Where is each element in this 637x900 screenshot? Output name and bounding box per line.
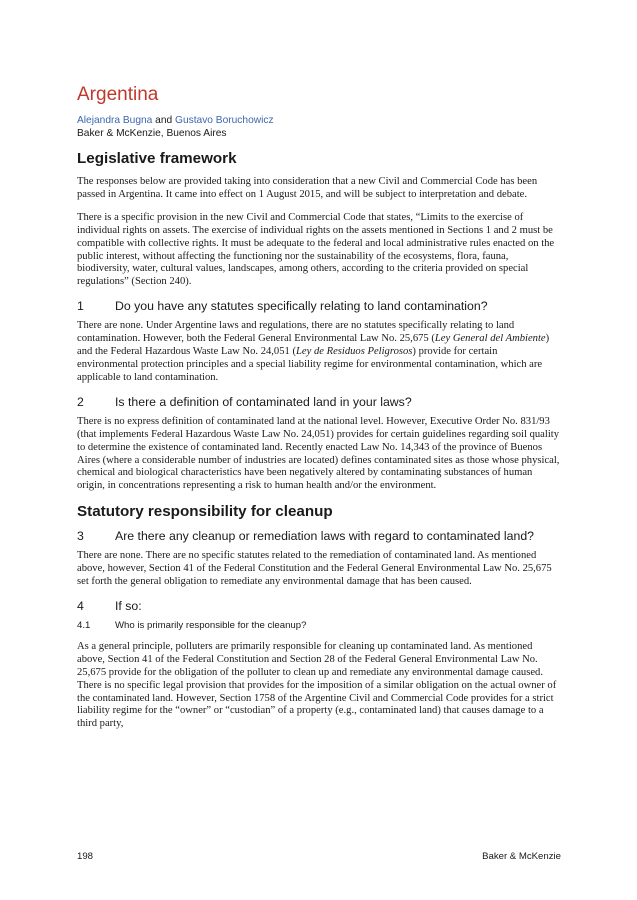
- question-text: Who is primarily responsible for the cleanup?: [115, 619, 307, 631]
- question-1-heading: [77, 299, 561, 314]
- answer-text: ) provide for certain environmental protection principles and a special liability regime for environmental contamination, which are applicable to land contamination.: [77, 346, 543, 383]
- answer-text: There are none. Under Argentine laws and regulations, there are no statutes specifically relating to land contamination. However, both the Federal General Environmental Law No. 25,675 (: [77, 320, 515, 345]
- answer-2: There is no express definition of contaminated land at the national level. However, Executive Order No. 831/93 (that implements Federal Hazardous Waste Law No. 24,051) provides for certain guidelines regarding soil quality to determine the existence of contaminated land. Recently enacted Law No. 14,343 of the province of Buenos Aires (where a considerable number of industries are located) defines contaminated sites as those whose physical, chemical and biological characteristics have been negatively altered by contaminating substances of human origin, in concentrations representing a risk to human health and/or the environment.: [77, 415, 560, 492]
- answer-3: There are none. There are no specific statutes related to the remediation of contaminated land. As mentioned above, however, Section 41 of the Federal Constitution and the Federal General Environmental Law No. 25,675 set forth the general obligation to remediate any environmental damage that has been caused.: [77, 550, 552, 588]
- question-number: 3: [77, 529, 84, 544]
- question-4-heading: [77, 599, 561, 614]
- answer-text: ) and the Federal Hazardous Waste Law No. 24,051 (: [77, 333, 550, 358]
- question-number: 4: [77, 598, 84, 613]
- authors-conjunction: and: [152, 115, 176, 126]
- footer-firm: Baker & McKenzie: [482, 851, 561, 862]
- question-number: 1: [77, 299, 84, 314]
- question-3-heading: [77, 529, 561, 544]
- question-number: 2: [77, 394, 84, 409]
- question-text: If so:: [115, 598, 142, 613]
- subquestion-4-1-heading: [77, 620, 561, 632]
- answer-1: [77, 320, 561, 385]
- affiliation: Baker & McKenzie, Buenos Aires: [77, 127, 227, 139]
- paragraph-intro: The responses below are provided taking into consideration that a new Civil and Commercial Code has been passed in Argentina. It came into effect on 1 August 2015, and will be subject to interpretation and debate.: [77, 176, 538, 200]
- answer-4-1: As a general principle, polluters are primarily responsible for cleaning up contaminated land. As mentioned above, Section 41 of the Federal Constitution and Section 28 of the Federal General Environmental Law No. 25,675 provide for the obligation of the polluter to clean up and remediate any environmental damage caused. There is no specific legal provision that provides for the imposition of a similar obligation on the actual owner of the contaminated land. However, Section 1758 of the Argentine Civil and Commercial Code provides for a strict liability regime for the “owner” or “custodian” of a property (e.g., contaminated land) that causes damage to a third party,: [77, 640, 557, 730]
- authors-line: [77, 115, 561, 128]
- question-text: Are there any cleanup or remediation laws with regard to contaminated land?: [115, 529, 535, 544]
- country-title: Argentina: [77, 84, 159, 105]
- question-number: 4.1: [77, 619, 91, 631]
- author-link-1[interactable]: Alejandra Bugna: [77, 115, 153, 126]
- page-footer: [77, 851, 561, 862]
- section-heading-statutory: Statutory responsibility for cleanup: [77, 503, 333, 521]
- question-text: Do you have any statutes specifically relating to land contamination?: [115, 299, 488, 314]
- italic-law-name: Ley de Residuos Peligrosos: [296, 346, 413, 358]
- page-number: 198: [77, 851, 94, 862]
- italic-law-name: Ley General del Ambiente: [434, 333, 546, 345]
- page-content: [77, 84, 561, 741]
- author-link-2[interactable]: Gustavo Boruchowicz: [175, 115, 274, 126]
- question-2-heading: [77, 395, 561, 410]
- paragraph-section-240: There is a specific provision in the new Civil and Commercial Code that states, “Limits to the exercise of individual rights on assets. The exercise of individual rights on the assets mentioned in Sections 1 and 2 must be compatible with collective rights. It must be adequate to the federal and local administrative rules enacted on the public interest, without affecting the functioning nor the sustainability of the ecosystems, flora, fauna, biodiversity, water, cultural values, landscapes, among others, according to the criteria provided on special regulations” (Section 240).: [77, 211, 555, 288]
- question-text: Is there a definition of contaminated land in your laws?: [115, 394, 412, 409]
- section-heading-legislative: Legislative framework: [77, 150, 237, 167]
